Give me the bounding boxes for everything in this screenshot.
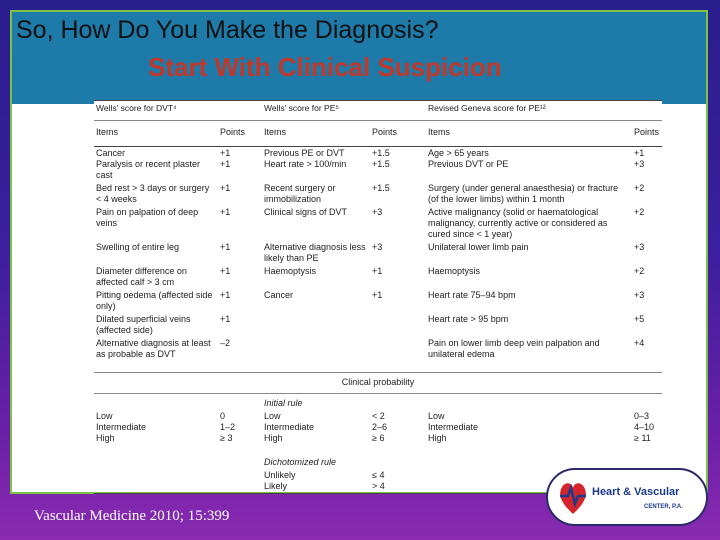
logo-subtext: CENTER, P.A. [644,504,683,510]
points-cell [370,313,426,337]
points-cell: +1 [220,183,231,193]
item-cell: Haemoptysis [264,266,317,276]
item-cell: Surgery (under general anaesthesia) or fracture (of the lower limbs) within 1 month [428,183,619,204]
points-cell: +1.5 +1.5 [372,148,390,169]
scoring-table-container [94,100,662,490]
item-cell: Pain on lower limb deep vein palpation and unilateral edema [428,338,600,359]
clinical-probability-row [94,373,662,394]
heart-vascular-logo [546,468,708,526]
subheader-items: Items [262,121,370,147]
logo-text: Heart & Vascular [592,486,680,498]
item-cell: Alternative diagnosis at least as probable as DVT [96,338,211,359]
points-cell: +1 [372,266,383,276]
clinical-probability-label: Clinical probability [94,373,662,394]
points-cell: +1 [220,266,231,276]
points-cell: +1 [220,314,231,324]
table-row [94,337,662,361]
subheader-items: Items [94,121,218,147]
points-cell: +1 [220,242,231,252]
points-cell: 0 1–2 ≥ 3 [220,411,236,443]
spacer-row [94,445,662,456]
table-row [94,206,662,241]
scoring-table [94,100,662,494]
dichotomized-rule-label: Dichotomized rule [264,457,337,467]
initial-rule-row [94,394,662,411]
subheader-items: Items [426,121,632,147]
points-cell [370,337,426,361]
item-cell: Pain on palpation of deep veins [96,207,199,228]
points-cell: +1.5 [372,183,390,193]
item-cell: Swelling of entire leg [96,242,180,252]
points-cell: +4 [634,338,645,348]
points-cell: ≤ 4 > 4 [370,469,426,494]
points-cell: +3 [634,290,645,300]
item-cell: Heart rate > 95 bpm [428,314,509,324]
item-cell: Haemoptysis [428,266,481,276]
subheader-points: Points [632,121,662,147]
item-cell [262,313,370,337]
item-cell: Clinical signs of DVT [264,207,348,217]
item-cell: Unilateral lower limb pain [428,242,529,252]
item-cell: Unlikely Likely [262,469,370,494]
points-cell: –2 [220,338,231,348]
table-row [94,241,662,265]
points-cell: +1 [220,290,231,300]
heart-logo-icon [556,476,590,518]
item-cell: Bed rest > 3 days or surgery < 4 weeks [96,183,210,204]
points-cell: +1 [372,290,383,300]
points-cell: +5 [634,314,645,324]
item-cell: Alternative diagnosis less likely than PE [264,242,366,263]
item-cell: Pitting oedema (affected side only) [96,290,213,311]
item-cell [262,337,370,361]
points-cell: +2 [634,207,645,217]
points-cell: +1 [220,207,231,217]
initial-rule-label: Initial rule [264,398,303,408]
probability-rows [94,410,662,445]
table-row [94,147,662,183]
slide-header [12,12,706,104]
header-wells-dvt: Wells' score for DVT⁴ [94,101,262,121]
points-cell: 0–3 4–10 ≥ 11 [634,411,655,443]
item-cell: Active malignancy (solid or haematological malignancy, currently active or considered as cured since < 1 year) [428,207,608,239]
item-cell: Low Intermediate High [96,411,147,443]
header-geneva: Revised Geneva score for PE¹² [426,101,662,121]
slide-subtitle: Start With Clinical Suspicion [148,52,502,82]
citation-footer: Vascular Medicine 2010; 15:399 [34,508,230,524]
subheader-points: Points [370,121,426,147]
table-row [94,289,662,313]
item-rows [94,147,662,362]
slide-frame [10,10,708,494]
points-cell: +2 [634,183,645,193]
points-cell: +3 [372,207,383,217]
item-cell: Cancer [264,290,294,300]
spacer-row [94,361,662,373]
table-row [94,182,662,206]
points-cell: +2 [634,266,645,276]
item-cell: Diameter difference on affected calf > 3 cm [96,266,187,287]
table-row [94,313,662,337]
points-cell [218,469,262,494]
header-wells-pe: Wells' score for PE⁵ [262,101,426,121]
item-cell: Low Intermediate High [264,411,315,443]
item-cell: Low Intermediate High [428,411,479,443]
subheader-points: Points [218,121,262,147]
table-row [94,265,662,289]
points-cell: +3 [634,242,645,252]
points-cell: < 2 2–6 ≥ 6 [372,411,388,443]
points-cell: +1 +1 [220,148,231,169]
item-cell: Recent surgery or immobilization [264,183,336,204]
points-cell: +1 +3 [634,148,645,169]
item-cell: Heart rate 75–94 bpm [428,290,516,300]
probability-row [94,410,662,445]
item-cell: Previous PE or DVT Heart rate > 100/min [264,148,347,169]
item-cell: Age > 65 years Previous DVT or PE [428,148,509,169]
points-cell: +3 [372,242,383,252]
item-cell: Dilated superficial veins (affected side) [96,314,191,335]
item-cell: Cancer Paralysis or recent plaster cast [96,148,201,180]
item-cell [94,469,218,494]
slide-title: So, How Do You Make the Diagnosis? [16,16,439,44]
